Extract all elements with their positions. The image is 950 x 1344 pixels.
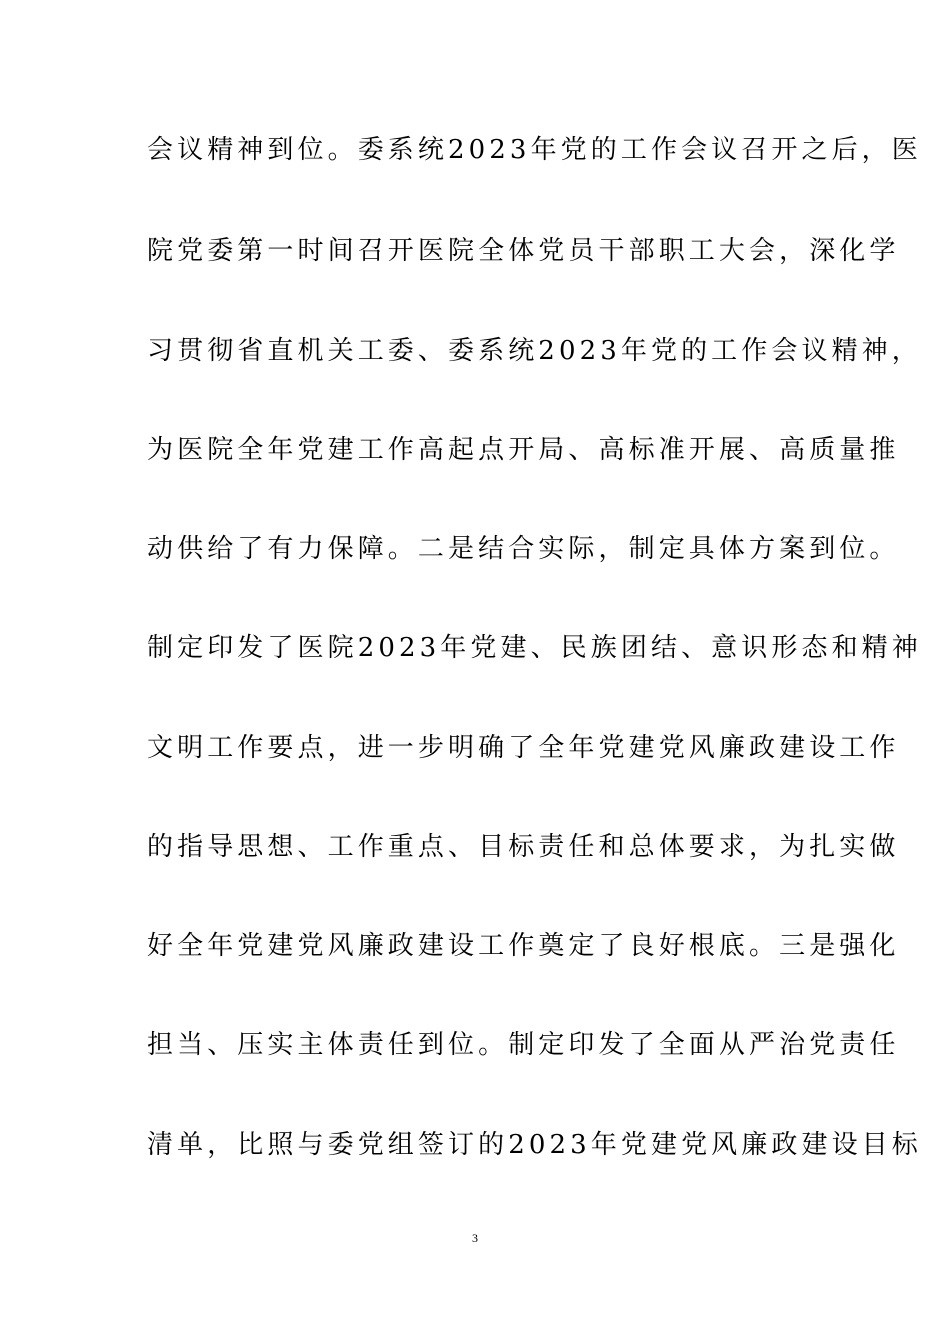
- page-number: 3: [472, 1231, 478, 1245]
- body-text-line: 习贯彻省直机关工委、委系统2023年党的工作会议精神，: [147, 336, 922, 366]
- body-text-line: 制定印发了医院2023年党建、民族团结、意识形态和精神: [147, 633, 922, 663]
- body-text-line: 会议精神到位。委系统2023年党的工作会议召开之后，医: [147, 135, 922, 165]
- body-text-line: 动供给了有力保障。二是结合实际，制定具体方案到位。: [147, 534, 900, 564]
- body-text-line: 的指导思想、工作重点、目标责任和总体要求，为扎实做: [147, 832, 900, 862]
- body-text-line: 担当、压实主体责任到位。制定印发了全面从严治党责任: [147, 1030, 900, 1060]
- body-text-line: 清单，比照与委党组签订的2023年党建党风廉政建设目标: [147, 1130, 922, 1160]
- body-text-line: 为医院全年党建工作高起点开局、高标准开展、高质量推: [147, 435, 900, 465]
- body-text-line: 文明工作要点，进一步明确了全年党建党风廉政建设工作: [147, 733, 900, 763]
- body-text-line: 好全年党建党风廉政建设工作奠定了良好根底。三是强化: [147, 931, 900, 961]
- body-text-line: 院党委第一时间召开医院全体党员干部职工大会，深化学: [147, 236, 900, 266]
